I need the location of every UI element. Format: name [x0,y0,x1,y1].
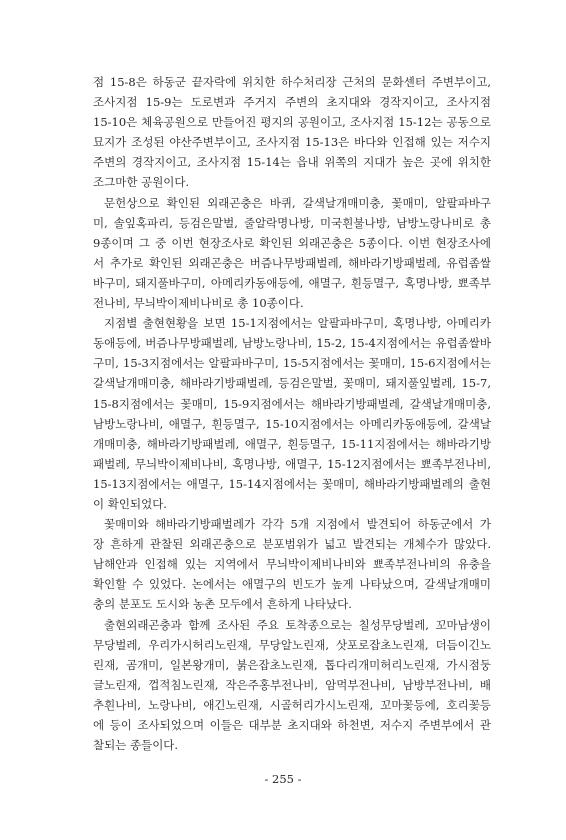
text-line: 장 흔하게 관찰된 외래곤충으로 분포범위가 넓고 발견되는 개체수가 많았다. [93,537,491,552]
text-line: 충의 분포도 도시와 농촌 모두에서 흔하게 나타났다. [93,597,352,612]
text-line: 묘지가 조성된 야산주변부이고, 조사지점 15-13은 바다와 인접해 있는 저수지 [93,135,491,150]
text-line: 남해안과 인접해 있는 지역에서 무늬박이제비나비와 뾰족부전나비의 유충을 [93,557,491,572]
text-line: 패벌레, 무늬박이제비나비, 혹명나방, 애멸구, 15-12지점에서는 뾰족부전나비, [93,456,491,471]
paragraph [93,615,491,756]
text-line: 에 등이 조사되었으며 이들은 대부분 초지대와 하천변, 저수지 주변부에서 관 [93,718,491,732]
text-line: 미, 솔잎혹파리, 등검은말벌, 줄알락명나방, 미국흰불나방, 남방노랑나비로 총 [93,215,491,230]
page-number: - 255 - [264,772,302,786]
text-line: 전나비, 무늬박이제비나비로 총 10종이다. [93,296,304,311]
paragraph [93,313,491,514]
text-line: 조그마한 공원이다. [93,175,190,190]
text-line: 조사지점 15-9는 도로변과 주거지 주변의 초지대와 경작지이고, 조사지점 [93,95,491,110]
text-line: 15-13지점에서는 애멸구, 15-14지점에서는 꽃매미, 해바라기방패벌레의 출현 [93,476,491,491]
text-line: 15-10은 체육공원으로 만들어진 평지의 공원이고, 조사지점 15-12는 공동으로 [93,115,491,130]
text-line: 추흰나비, 노랑나비, 애긴노린재, 시골허리가시노린재, 꼬마꽃등에, 호리꽃등 [93,697,491,712]
text-line: 린재, 곰개미, 일본왕개미, 붉은잡초노린재, 톱다리개미허리노린재, 가시점둥 [93,657,491,672]
text-line: 서 추가로 확인된 외래곤충은 버즘나무방패벌레, 해바라기방패벌레, 유럽좀쌀 [93,255,491,270]
text-line: 문헌상으로 확인된 외래곤충은 바퀴, 갈색날개매미충, 꽃매미, 알팔파바구 [104,195,491,210]
text-line: 바구미, 돼지풀바구미, 아메리카동애등에, 애멸구, 흰등멸구, 혹명나방, 뾰족부 [93,275,491,290]
paragraph [93,193,491,314]
text-line: 남방노랑나비, 애멸구, 흰등멸구, 15-10지점에서는 아메리카동애등에, 갈색날 [93,416,491,431]
paragraph [93,514,491,614]
text-line: 지점별 출현현황을 보면 15-1지점에서는 알팔파바구미, 혹명나방, 아메리카 [104,316,491,331]
text-line: 꽃매미와 해바라기방패벌레가 각각 5개 지점에서 발견되어 하동군에서 가 [104,517,491,532]
text-line: 주변의 경작지이고, 조사지점 15-14는 읍내 위쪽의 지대가 높은 곳에 위치한 [93,155,491,170]
paragraph [93,72,491,193]
text-line: 동애등에, 버즘나무방패벌레, 남방노랑나비, 15-2, 15-4지점에서는 유럽좀쌀바 [93,336,491,351]
text-line: 무당벌레, 우리가시허리노린재, 무당알노린재, 삿포로잡초노린재, 더듬이긴노 [93,637,491,652]
text-line: 15-8지점에서는 꽃매미, 15-9지점에서는 해바라기방패벌레, 갈색날개매미충, [93,396,491,411]
text-line: 갈색날개매미충, 해바라기방패벌레, 등검은말벌, 꽃매미, 돼지풀잎벌레, 15-7, [93,376,491,391]
text-line: 찰되는 종들이다. [93,738,179,753]
text-line: 9종이며 그 중 이번 현장조사로 확인된 외래곤충은 5종이다. 이번 현장조사에 [93,235,491,250]
text-line: 확인할 수 있었다. 논에서는 애멸구의 빈도가 높게 나타났으며, 갈색날개매미 [93,577,491,592]
text-line: 출현외래곤충과 함께 조사된 주요 토착종으로는 칠성무당벌레, 꼬마남생이 [104,617,491,632]
text-line: 글노린재, 껍적침노린재, 작은주홍부전나비, 암먹부전나비, 남방부전나비, 배 [93,677,491,692]
text-line: 구미, 15-3지점에서는 알팔파바구미, 15-5지점에서는 꽃매미, 15-6지점에서는 [93,356,491,371]
text-line: 개매미충, 해바라기방패벌레, 애멸구, 흰등멸구, 15-11지점에서는 해바라기방 [93,436,491,451]
text-line: 점 15-8은 하동군 끝자락에 위치한 하수처리장 근처의 문화센터 주변부이고, [93,75,491,89]
text-line: 이 확인되었다. [93,496,167,511]
body-text [93,72,491,755]
